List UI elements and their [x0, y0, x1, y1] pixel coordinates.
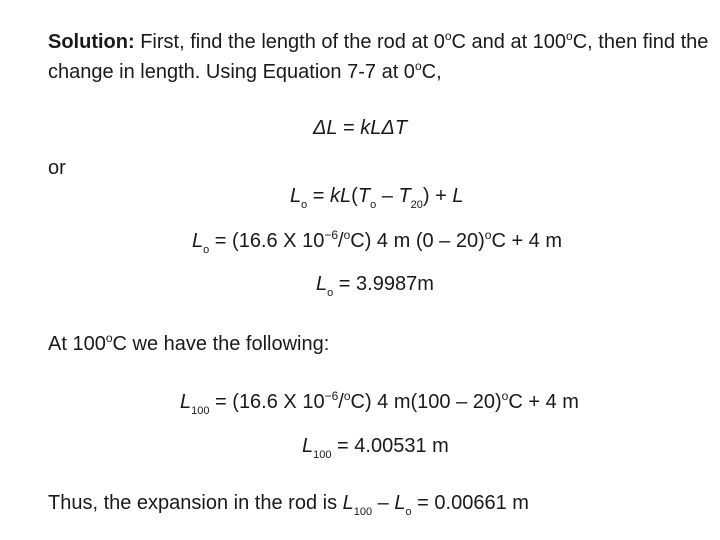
solution-label: Solution: [48, 31, 135, 53]
solution-line-2: change in length. Using Equation 7-7 at 0$^o$C, [48, 59, 442, 83]
equation-l100-result: $L_{100} = 4.00531$ m [302, 435, 449, 461]
equation-lo-general: $L_o = kL(T_o - T_{20}) + L$ [290, 185, 464, 211]
at-100-text: At 100$^o$C we have the following: [48, 331, 330, 355]
or-text: or [48, 157, 66, 179]
equation-lo-substituted: $L_o = (16.6$ X $10^{-6}/^oC$) 4 m (0 – 20)$^o$C + 4 m [192, 228, 563, 256]
equation-delta-l: ΔL = kLΔT [312, 117, 408, 139]
solution-line-1: Solution: First, find the length of the rod at 0$^o$C and at 100$^o$C, then find the [48, 29, 709, 53]
expansion-conclusion: Thus, the expansion in the rod is $L_{100} - L_o = 0.00661$ m [48, 492, 529, 518]
equation-lo-result: $L_o = 3.9987m$ [316, 273, 434, 299]
equation-l100-substituted: $L_{100} = (16.6$ X $10^{-6}/^oC$) 4 m(100 – 20)$^o$C + 4 m [180, 389, 579, 417]
